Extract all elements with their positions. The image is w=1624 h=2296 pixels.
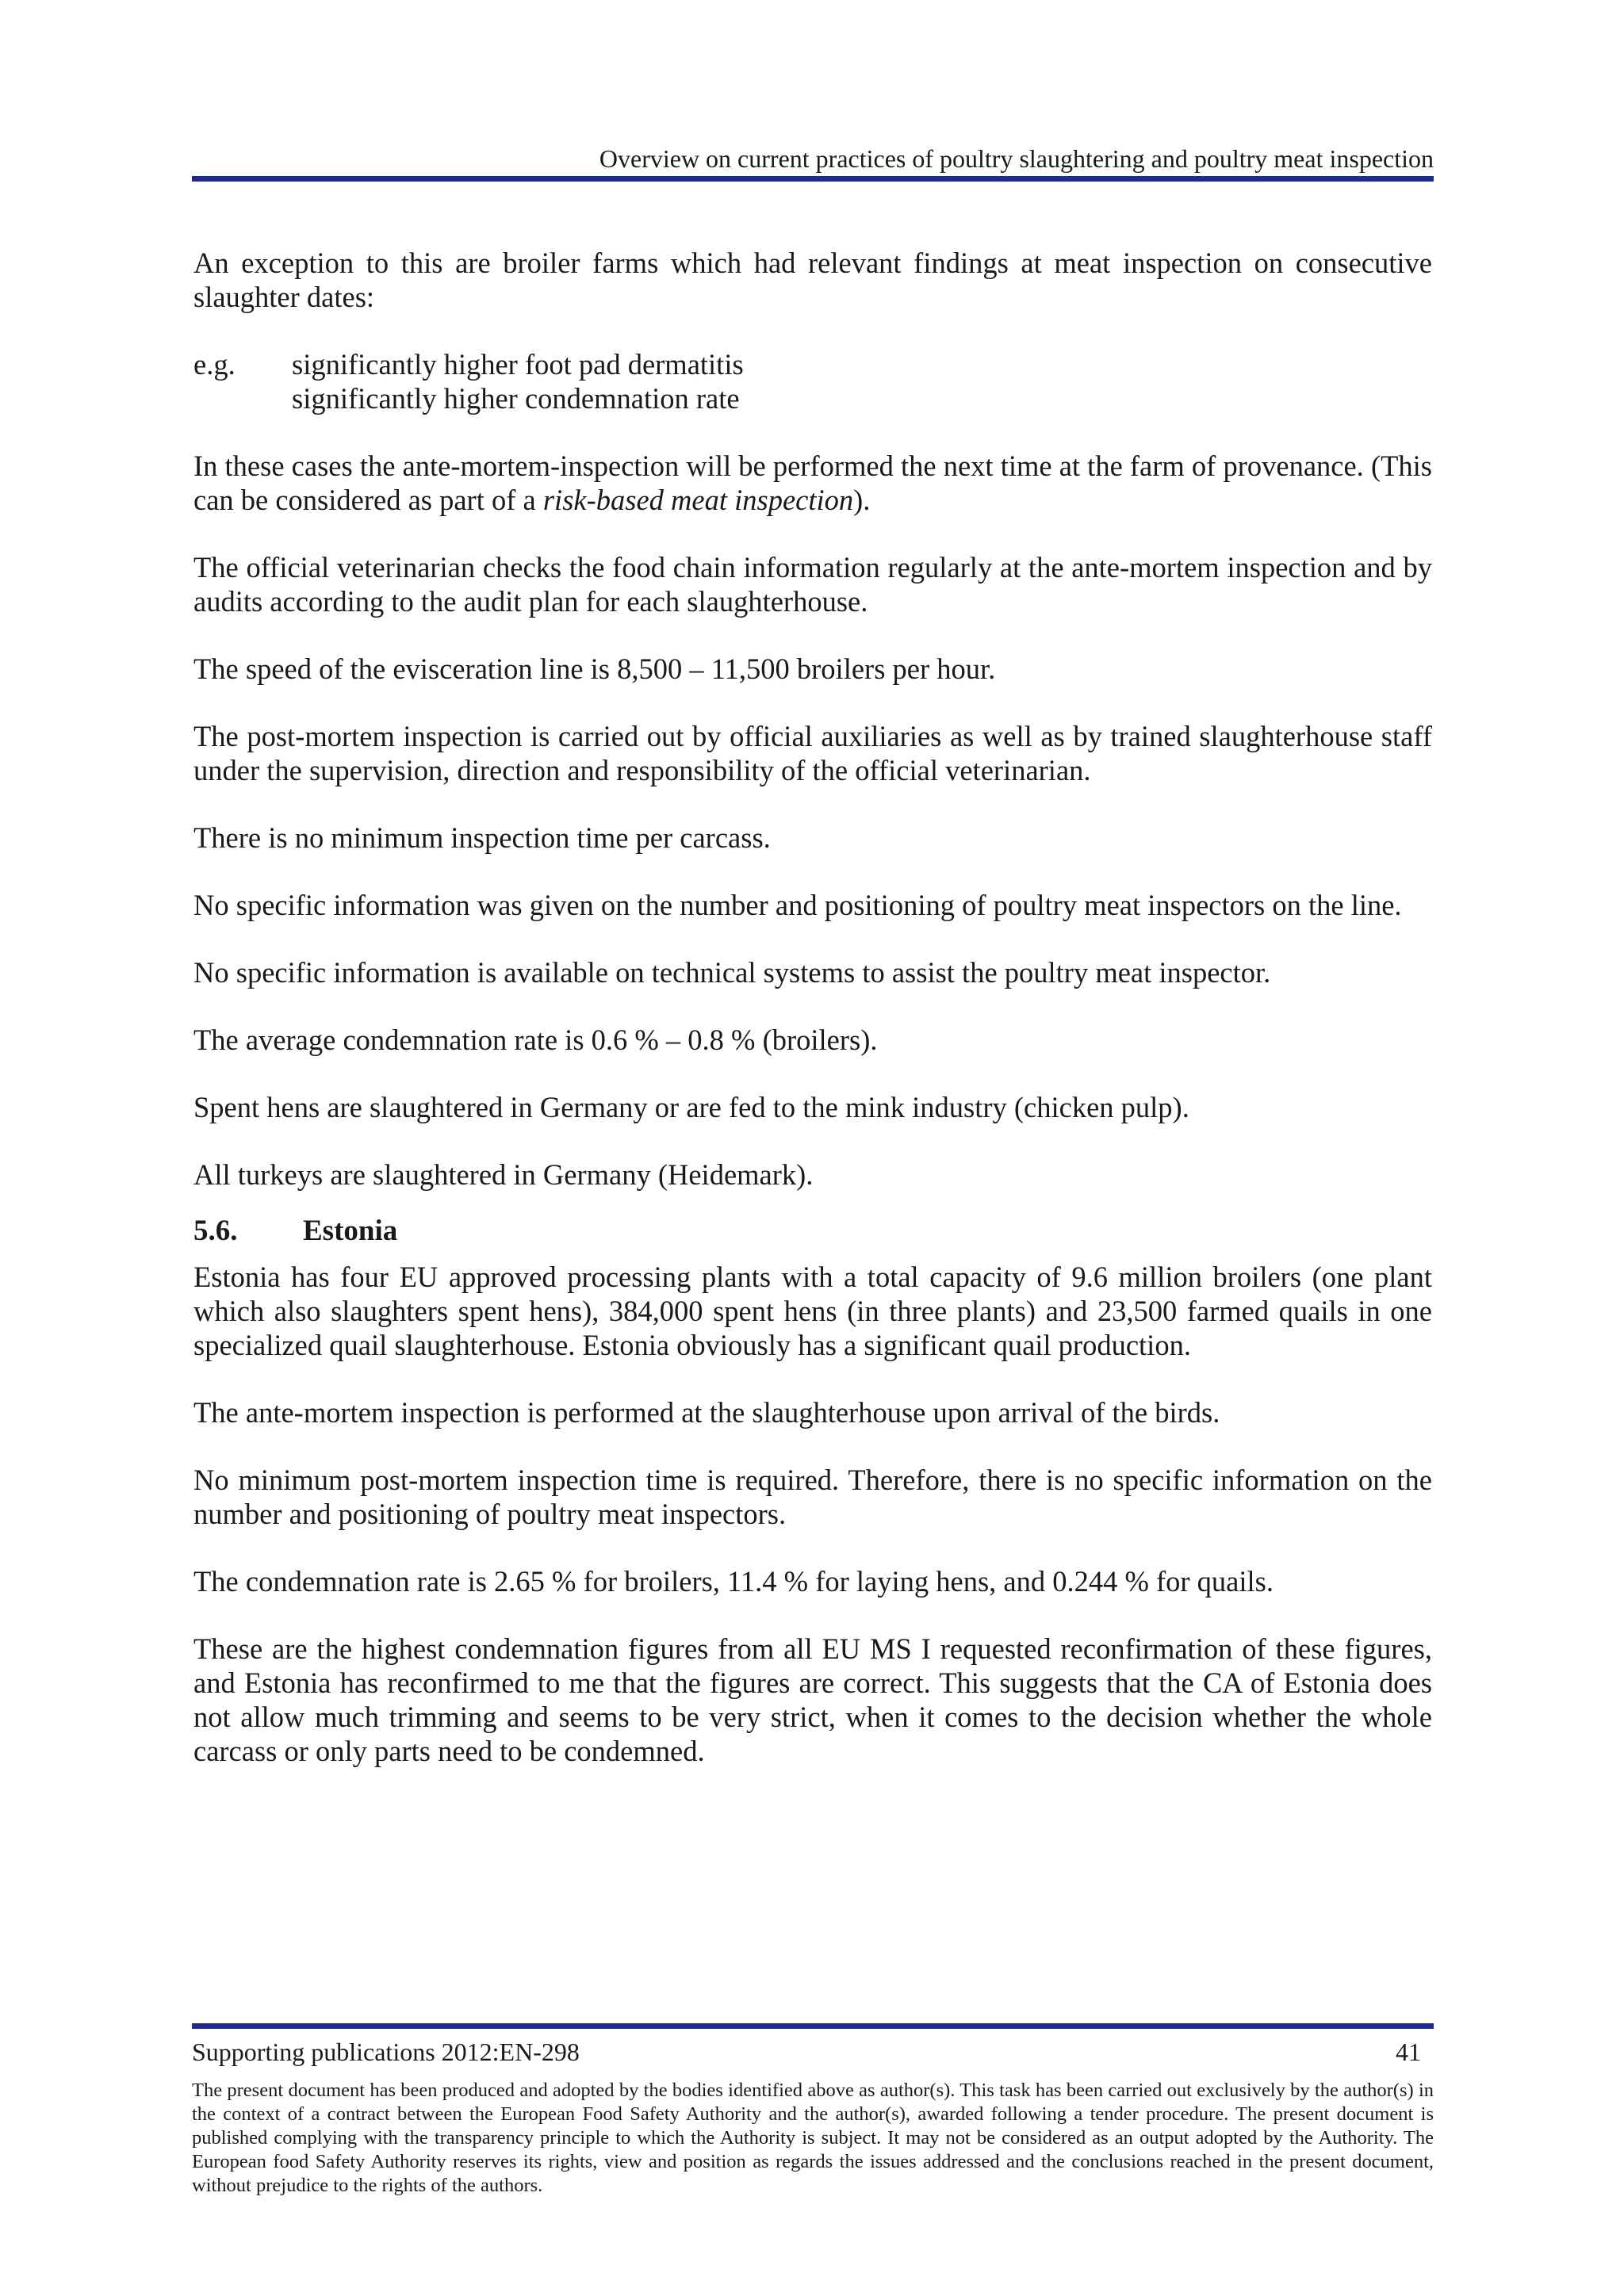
- paragraph-line-speed: The speed of the evisceration line is 8,500 – 11,500 broilers per hour.: [193, 652, 996, 685]
- paragraph-inspection-time: There is no minimum inspection time per carcass.: [193, 821, 771, 854]
- paragraph-post-mortem: The post-mortem inspection is carried out by official auxiliaries as well as by trained slaughterhouse staff under the supervision, direction and responsibility of the official veterinarian.: [193, 720, 1432, 786]
- footer-line: [192, 2036, 1421, 2068]
- paragraph-estonia-reconfirmation: These are the highest condemnation figures from all EU MS I requested reconfirmation of these figures, and Estonia has reconfirmed to me that the figures are correct. This suggests that the CA of Estonia does not allow much trimming and seems to be very strict, when it comes to the decision whether the whole carcass or only parts need to be condemned.: [193, 1632, 1432, 1767]
- section-number: 5.6.: [193, 1215, 238, 1247]
- paragraph-estonia-condemnation-rate: The condemnation rate is 2.65 % for broilers, 11.4 % for laying hens, and 0.244 % for quails.: [193, 1565, 1274, 1598]
- publication-reference: Supporting publications 2012:EN-298: [192, 2038, 580, 2066]
- paragraph-condemnation-average: The average condemnation rate is 0.6 % – 0.8 % (broilers).: [193, 1024, 878, 1056]
- paragraph-technical-systems: No specific information is available on technical systems to assist the poultry meat inspector.: [193, 956, 1271, 989]
- example-list: [193, 347, 1432, 415]
- section-heading-estonia: [193, 1214, 1432, 1249]
- paragraph-ante-mortem-farm: [193, 449, 1432, 517]
- paragraph-spent-hens: Spent hens are slaughtered in Germany or are fed to the mink industry (chicken pulp).: [193, 1091, 1189, 1123]
- footer-rule: [192, 2023, 1434, 2029]
- paragraph-text-end: ).: [853, 484, 871, 516]
- header-rule: [192, 176, 1434, 182]
- paragraph-estonia-ante-mortem: The ante-mortem inspection is performed at the slaughterhouse upon arrival of the birds.: [193, 1396, 1220, 1429]
- paragraph-turkeys: All turkeys are slaughtered in Germany (Heidemark).: [193, 1158, 814, 1191]
- example-item: significantly higher condemnation rate: [292, 382, 740, 415]
- risk-based-term: risk-based meat inspection: [542, 484, 854, 516]
- paragraph-estonia-post-mortem: No minimum post-mortem inspection time is required. Therefore, there is no specific information on the number and positioning of poultry meat inspectors.: [193, 1464, 1432, 1530]
- example-label: e.g.: [193, 348, 236, 381]
- paragraph-food-chain: The official veterinarian checks the food chain information regularly at the ante-mortem inspection and by audits according to the audit plan for each slaughterhouse.: [193, 551, 1432, 618]
- section-title: Estonia: [303, 1215, 398, 1247]
- example-items: [292, 347, 744, 415]
- paragraph-exception: An exception to this are broiler farms which had relevant findings at meat inspection on consecutive slaughter dates:: [193, 247, 1432, 313]
- page-number: 41: [1396, 2038, 1421, 2066]
- running-header: Overview on current practices of poultry slaughtering and poultry meat inspection: [599, 144, 1434, 173]
- page-body: [193, 246, 1432, 1801]
- paragraph-estonia-plants: Estonia has four EU approved processing plants with a total capacity of 9.6 million broilers (one plant which also slaughters spent hens), 384,000 spent hens (in three plants) and 23,500 farmed quails in one specialized quail slaughterhouse. Estonia obviously has a significant quail production.: [193, 1261, 1432, 1361]
- paragraph-inspectors: No specific information was given on the number and positioning of poultry meat inspectors on the line.: [193, 889, 1402, 921]
- example-item: significantly higher foot pad dermatitis: [292, 348, 744, 381]
- footer-disclaimer: The present document has been produced and adopted by the bodies identified above as author(s). This task has been carried out exclusively by the author(s) in the context of a contract between the European Food Safety Authority and the author(s), awarded following a tender procedure. The present document is published complying with the transparency principle to which the Authority is subject. It may not be considered as an output adopted by the Authority. The European food Safety Authority reserves its rights, view and position as regards the issues addressed and the conclusions reached in the present document, without prejudice to the rights of the authors.: [192, 2080, 1434, 2196]
- paragraph-text: In these cases the ante-mortem-inspection will be performed the next time at the farm of provenance. (This can be considered as part of a: [193, 450, 1432, 516]
